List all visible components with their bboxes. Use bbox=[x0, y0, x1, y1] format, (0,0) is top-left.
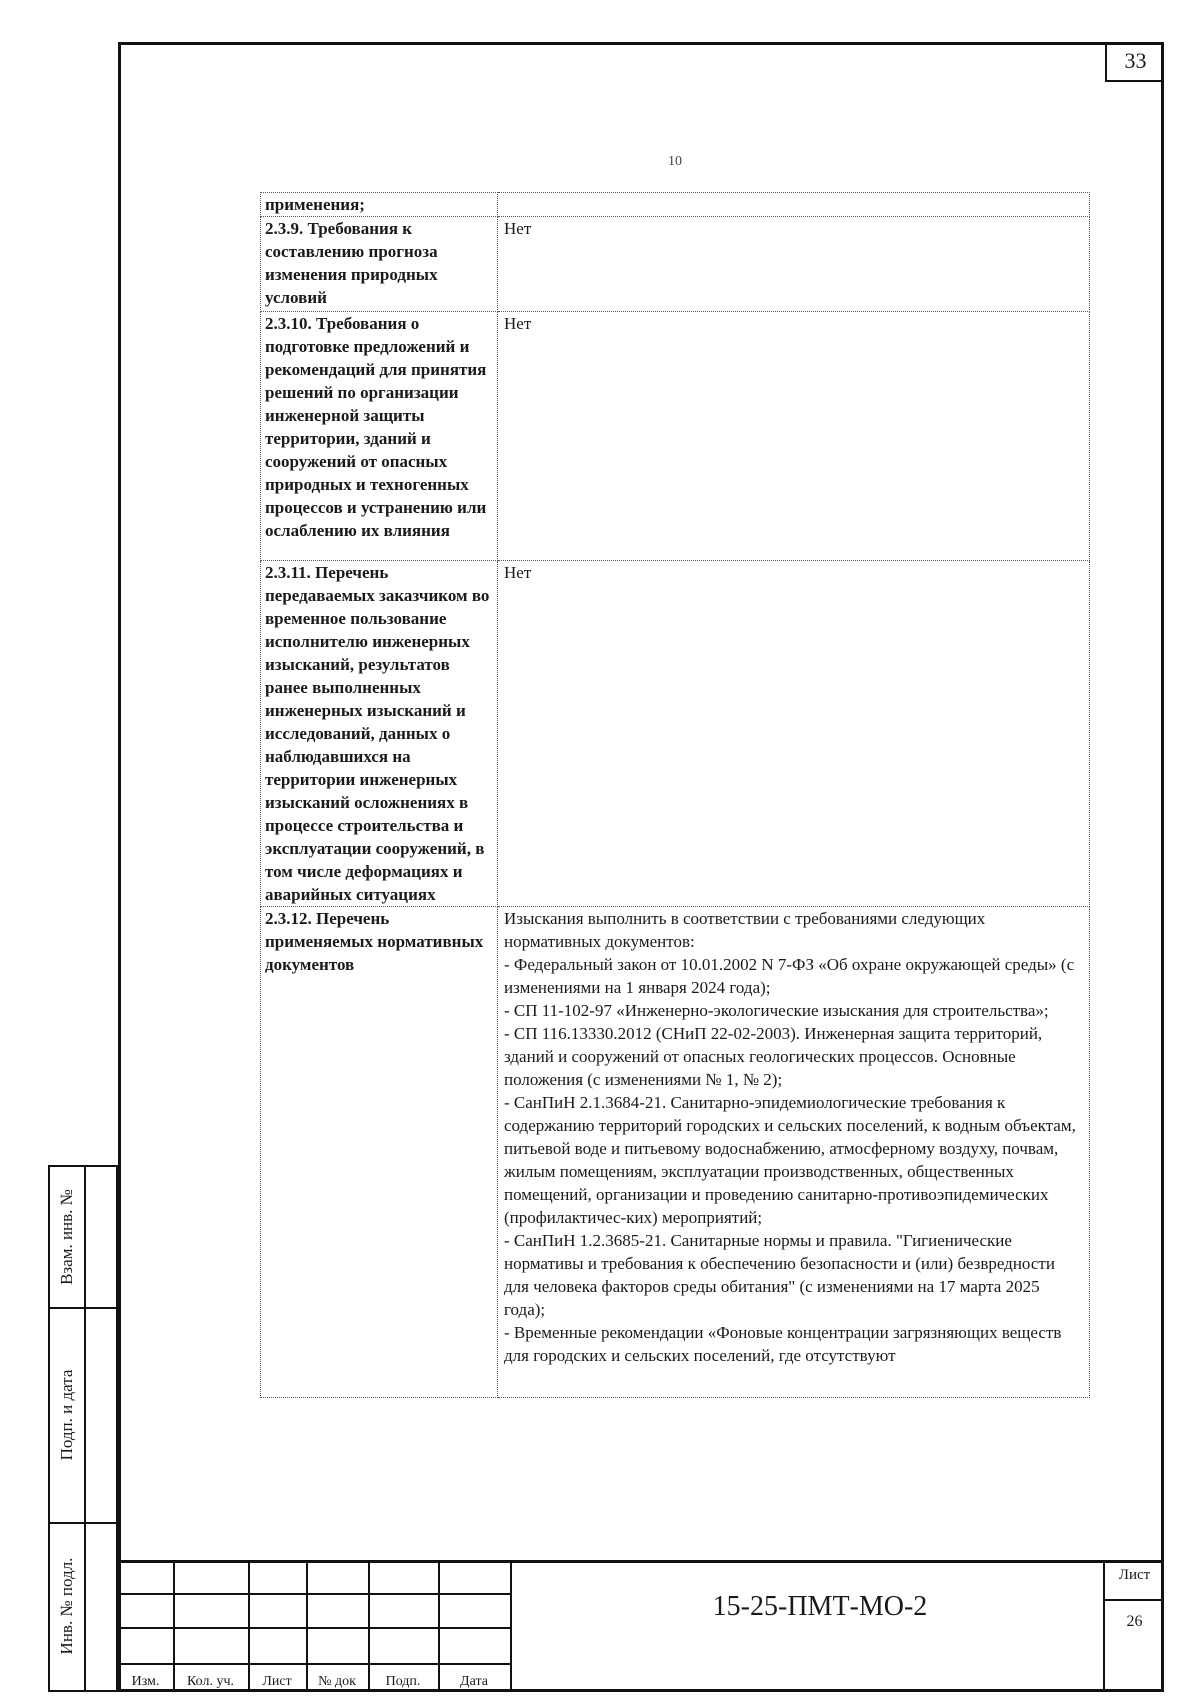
table-row bbox=[261, 312, 1090, 561]
table-cell-value bbox=[498, 907, 1090, 1398]
sheet-value: 26 bbox=[1126, 1613, 1143, 1630]
table-cell-value bbox=[498, 193, 1090, 217]
divider bbox=[118, 1627, 510, 1629]
table-cell-label: 2.3.11. Перечень передаваемых заказчиком во временное пользование исполнителю инженерных изысканий, результатов ранее выполненных инженерных изысканий и исследований, данных о наблюдавшихся на территории инженерных изысканий осложнениях в процессе строительства и эксплуатации сооружений, в том числе деформациях и аварийных ситуациях bbox=[261, 561, 498, 907]
header-nom-dok: № док bbox=[318, 1674, 356, 1689]
table-cell-label: применения; bbox=[261, 193, 498, 217]
header-data: Дата bbox=[460, 1674, 488, 1689]
side-label-vzam-inv: Взам. инв. № bbox=[57, 1189, 76, 1285]
header-kol-uch: Кол. уч. bbox=[187, 1674, 234, 1689]
side-label-podp-data: Подп. и дата bbox=[57, 1369, 76, 1460]
table-row bbox=[261, 561, 1090, 907]
requirements-table bbox=[260, 192, 1090, 1398]
table-row bbox=[261, 217, 1090, 312]
side-stamp bbox=[48, 1165, 118, 1692]
sheet-number: 33 bbox=[1105, 42, 1164, 82]
header-list: Лист bbox=[262, 1674, 292, 1689]
divider bbox=[510, 1563, 512, 1692]
table-cell-label: 2.3.9. Требования к составлению прогноза изменения природных условий bbox=[261, 217, 498, 312]
value-line: Нет bbox=[504, 563, 532, 582]
divider bbox=[118, 1663, 510, 1665]
document-code: 15-25-ПМТ-МО-2 bbox=[712, 1591, 928, 1622]
header-podp: Подп. bbox=[385, 1674, 421, 1689]
value-line: Изыскания выполнить в соответствии с требованиями следующих нормативных документов: bbox=[504, 909, 986, 951]
value-line: - СанПиН 1.2.3685-21. Санитарные нормы и правила. "Гигиенические нормативы и требования к обеспечению безопасности и (или) безвредности для человека факторов среды обитания" (с изменениями на 17 марта 2025 года); bbox=[504, 1231, 1055, 1319]
header-izm: Изм. bbox=[131, 1674, 160, 1689]
side-cell-podp bbox=[50, 1307, 86, 1522]
sheet-label: Лист bbox=[1118, 1567, 1151, 1583]
value-line: - СанПиН 2.1.3684-21. Санитарно-эпидемиологические требования к содержанию территорий городских и сельских поселений, к водным объектам, питьевой воде и питьевому водоснабжению, атмосферному воздуху, почвам, жилым помещениям, эксплуатации производственных, общественных помещений, организации и проведению санитарно-противоэпидемических (профилактичес-ких) мероприятий; bbox=[504, 1093, 1076, 1227]
value-line: Нет bbox=[504, 314, 532, 333]
title-block bbox=[118, 1560, 1164, 1692]
value-line: - Федеральный закон от 10.01.2002 N 7-ФЗ «Об охране окружающей среды» (с изменениями на 1 января 2024 года); bbox=[504, 955, 1075, 997]
table-cell-value bbox=[498, 312, 1090, 561]
table-row bbox=[261, 907, 1090, 1398]
side-cell-vzam bbox=[50, 1167, 86, 1307]
table-cell-label: 2.3.12. Перечень применяемых нормативных документов bbox=[261, 907, 498, 1398]
side-label-inv-podl: Инв. № подл. bbox=[57, 1557, 76, 1655]
value-line: - СП 116.13330.2012 (СНиП 22-02-2003). Инженерная защита территорий, зданий и сооружений от опасных геологических процессов. Основные положения (с изменениями № 1, № 2); bbox=[504, 1024, 1043, 1089]
value-line: - СП 11-102-97 «Инженерно-экологические изыскания для строительства»; bbox=[504, 1001, 1049, 1020]
table-row bbox=[261, 193, 1090, 217]
divider bbox=[118, 1593, 510, 1595]
table-cell-value bbox=[498, 561, 1090, 907]
table-cell-label: 2.3.10. Требования о подготовке предложений и рекомендаций для принятия решений по организации инженерной защиты территории, зданий и сооружений от опасных природных и техногенных процессов и устранению или ослаблению их влияния bbox=[261, 312, 498, 561]
value-line: - Временные рекомендации «Фоновые концентрации загрязняющих веществ для городских и сельских поселений, где отсутствуют bbox=[504, 1323, 1062, 1365]
inner-page-number: 10 bbox=[668, 154, 682, 169]
table-cell-value bbox=[498, 217, 1090, 312]
value-line: Нет bbox=[504, 219, 532, 238]
side-cell-inv bbox=[50, 1522, 86, 1690]
